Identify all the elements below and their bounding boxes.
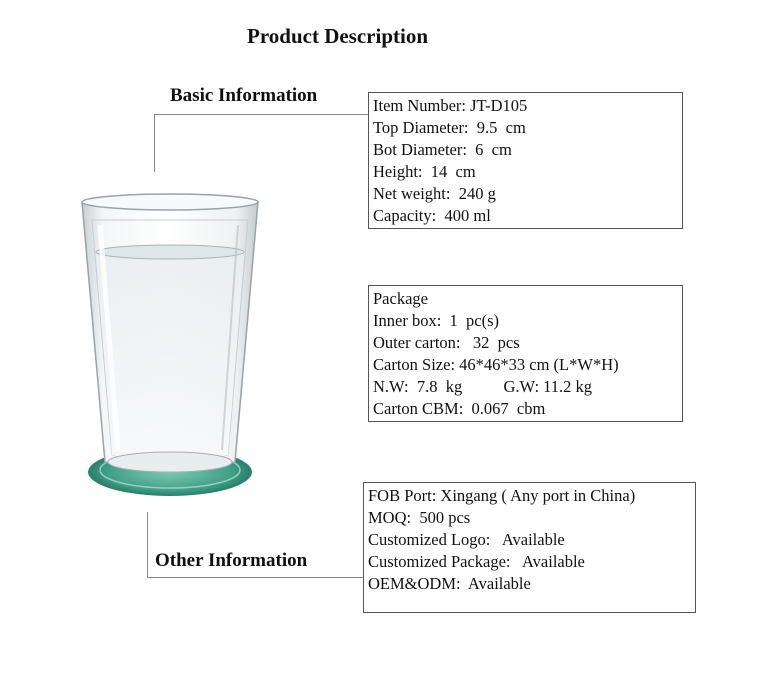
- basic-info-label: Basic Information: [170, 85, 318, 106]
- other-info-line: MOQ: 500 pcs: [368, 508, 471, 527]
- other-info-label: Other Information: [155, 550, 308, 571]
- basic-info-box: [368, 92, 683, 229]
- other-info-box: [363, 482, 696, 613]
- other-info-line: Customized Package: Available: [368, 552, 585, 571]
- glass-rim: [82, 194, 258, 210]
- page-title: Product Description: [247, 24, 429, 48]
- other-connector-horizontal: [147, 577, 363, 578]
- basic-connector-horizontal: [154, 114, 368, 115]
- package-info-line: Inner box: 1 pc(s): [373, 311, 500, 330]
- other-connector-vertical: [147, 512, 148, 578]
- package-info-line: Outer carton: 32 pcs: [373, 333, 520, 352]
- other-info-line: FOB Port: Xingang ( Any port in China): [368, 486, 636, 505]
- package-info-line: Carton Size: 46*46*33 cm (L*W*H): [373, 355, 619, 374]
- basic-info-line: Top Diameter: 9.5 cm: [373, 118, 526, 137]
- basic-info-line: Net weight: 240 g: [373, 184, 496, 203]
- other-info-line: OEM&ODM: Available: [368, 574, 531, 593]
- basic-info-line: Bot Diameter: 6 cm: [373, 140, 512, 159]
- basic-info-line: Item Number: JT-D105: [373, 96, 528, 115]
- basic-info-line: Capacity: 400 ml: [373, 206, 491, 225]
- other-info-line: Customized Logo: Available: [368, 530, 565, 549]
- package-info-line: Carton CBM: 0.067 cbm: [373, 399, 546, 418]
- package-info-line: Package: [373, 289, 428, 308]
- package-info-box: [368, 285, 683, 422]
- basic-info-line: Height: 14 cm: [373, 162, 476, 181]
- water-surface: [96, 245, 244, 259]
- glass-base: [108, 452, 232, 472]
- watermark: [150, 612, 164, 654]
- glass-product-image: [70, 180, 270, 510]
- basic-connector-vertical: [154, 114, 155, 172]
- package-info-line: N.W: 7.8 kg G.W: 11.2 kg: [373, 377, 593, 396]
